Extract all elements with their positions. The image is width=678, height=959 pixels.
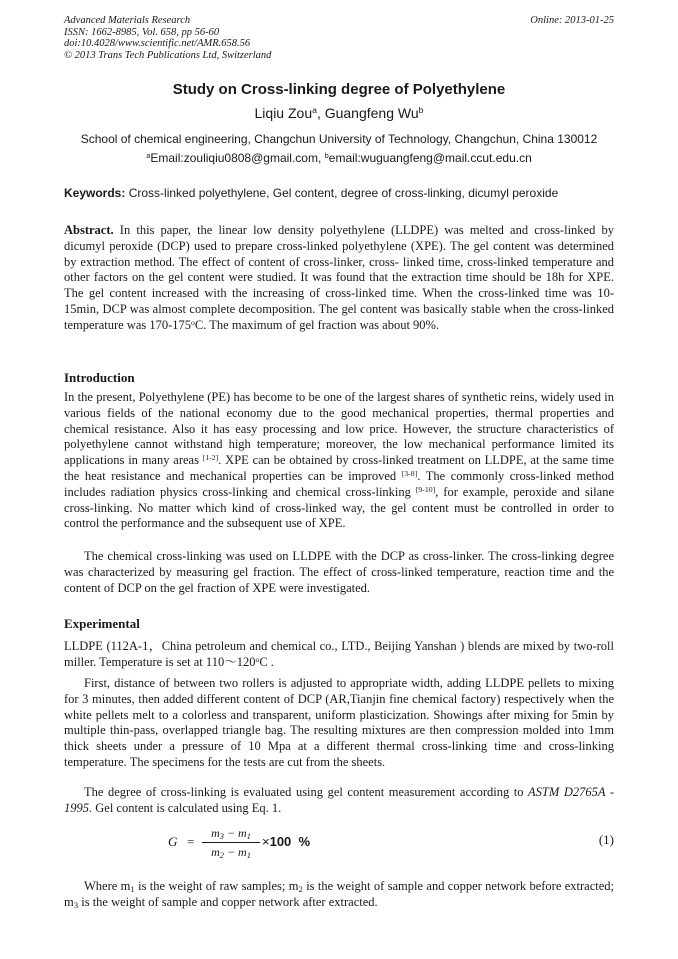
abstract bbox=[64, 223, 614, 334]
where-text-1: Where m bbox=[84, 879, 131, 893]
equation-1 bbox=[64, 824, 614, 868]
author-1-mark: a bbox=[312, 105, 317, 116]
introduction-paragraph-1 bbox=[64, 390, 614, 532]
paper-title: Study on Cross-linking degree of Polyethylene bbox=[172, 81, 506, 98]
eq-hundred: 100 bbox=[269, 834, 292, 849]
author-separator: , bbox=[316, 105, 325, 121]
eq-times: × bbox=[262, 834, 270, 849]
experimental-paragraph-3 bbox=[64, 785, 614, 817]
author-2-mark: b bbox=[418, 105, 424, 116]
introduction-heading: Introduction bbox=[64, 370, 135, 385]
where-paragraph bbox=[64, 879, 614, 911]
experimental-heading: Experimental bbox=[64, 616, 140, 631]
eq-num-m1-sub: 1 bbox=[246, 832, 251, 842]
introduction-paragraph-2: The chemical cross-linking was used on LLDPE with the DCP as cross-linker. The cross-linking degree was characterized by measuring gel fraction. The effect of cross-linked temperature, reaction time and the content of DCP on the gel fraction of XPE were investigated. bbox=[64, 549, 614, 595]
journal-name: Advanced Materials Research bbox=[64, 15, 191, 26]
email-b: email:wuguangfeng@mail.ccut.edu.cn bbox=[328, 151, 532, 165]
eq-fraction-bar bbox=[202, 842, 260, 843]
equation-number: (1) bbox=[598, 832, 614, 847]
intro-text-c: . The commonly cross-linked method includes radiation physics cross-linking and chemical cross-linking bbox=[64, 468, 614, 499]
author-1: Liqiu Zou bbox=[254, 105, 313, 121]
ref-3-8: [3-8] bbox=[401, 468, 418, 478]
where-text-2: is the weight of raw samples; m bbox=[134, 879, 299, 893]
copyright: © 2013 Trans Tech Publications Ltd, Switzerland bbox=[64, 49, 272, 61]
eq-equals: = bbox=[187, 834, 195, 849]
eq-lhs: G bbox=[168, 834, 178, 849]
keywords-label: Keywords: bbox=[64, 186, 126, 200]
email-a-mark: a bbox=[146, 150, 151, 160]
intro-text-b: . XPE can be obtained by cross-linked treatment on LLDPE, at the same time the heat resistance and mechanical properties can be improved bbox=[64, 453, 614, 483]
eq-multiplier bbox=[262, 834, 310, 849]
abstract-text-1: In this paper, the linear low density polyethylene (LLDPE) was melted and cross-linked by dicumyl peroxide (DCP) used to prepare cross-linked polyethylene (XPE). The gel content was determined by extraction method. The effect of content of cross-linker, cross- linked time, cross-linked temperature and other factors on the gel content were studied. It was found that the extraction time should be 18h for XPE. The gel content increased with the increasing of cross-linked time. When the cross-linked time was 10-15min, DCP was almost complete decomposition. The gel content was basically stable when the cross-linked temperature was 170-175 bbox=[64, 223, 614, 332]
eq-m2-sub: 2 bbox=[219, 851, 224, 861]
journal-header bbox=[64, 15, 271, 61]
abstract-text-2: C. The maximum of gel fraction was about 90%. bbox=[194, 317, 440, 332]
eq-fraction bbox=[202, 826, 260, 860]
eq-percent: % bbox=[298, 834, 311, 849]
email-a: Email:zouliqiu0808@gmail.com, bbox=[150, 151, 325, 165]
email-b-mark: b bbox=[324, 150, 329, 160]
keywords bbox=[64, 186, 614, 200]
author-2: Guangfeng Wu bbox=[324, 105, 419, 121]
eq-den-m1: m bbox=[238, 845, 247, 859]
eq-m3-sub: 3 bbox=[219, 832, 224, 842]
authors bbox=[0, 105, 678, 121]
keywords-text: Cross-linked polyethylene, Gel content, degree of cross-linking, dicumyl peroxide bbox=[125, 186, 559, 200]
intro-text-d: , for example, peroxide and silane cross-linking. No matter which kind of cross-linked way, the gel content must be controlled in order to control the performance and the subsequent use of XPE. bbox=[64, 484, 614, 531]
where-sub-2: 2 bbox=[298, 884, 303, 895]
exp-text-a: LLDPE (112A-1，China petroleum and chemical co., LTD., Beijing Yanshan ) blends are mixed by two-roll miller. Temperature is set at 110～120 bbox=[64, 639, 614, 669]
eq-numerator bbox=[202, 826, 260, 841]
experimental-paragraph-1 bbox=[64, 639, 614, 671]
where-sub-1: 1 bbox=[130, 884, 135, 895]
online-date: Online: 2013-01-25 bbox=[530, 15, 614, 26]
intro-text-a: In the present, Polyethylene (PE) has become to be one of the largest shares of synthetic reins, widely used in various fields of the national economy due to the good mechanical properties, thermal properties and chemical resistance. Also it has easy processing and low price. However, the structure characteristics of polyethylene cannot withstand high temperature; moreover, the low mechanical performance limited its applications in many areas bbox=[64, 390, 614, 468]
astm-standard: ASTM D2765A - 1995 bbox=[64, 785, 614, 815]
eq-denominator bbox=[202, 845, 260, 860]
exp-text-3b: . Gel content is calculated using Eq. 1. bbox=[89, 800, 282, 815]
eq-den-minus: − bbox=[223, 845, 239, 859]
eq-num-minus: − bbox=[223, 826, 239, 840]
doi: doi:10.4028/www.scientific.net/AMR.658.56 bbox=[64, 38, 251, 49]
exp-degree: o bbox=[255, 654, 260, 664]
experimental-paragraph-2: First, distance of between two rollers is adjusted to appropriate width, adding LLDPE pellets to mixing for 3 minutes, then added different content of DCP (AR,Tianjin fine chemical factory) respectively when the white pellets melt to a colorless and transparent, uniform plasticization. Showings after mixing for 5min by multiple thin-pass, overlapped triangle bag. The resulting mixtures are then compression molded into 1mm thick sheets under a pressure of 10 Mpa at a different thermal cross-linking time and cross-linking temperature. The specimens for the tests are cut from the sheets. bbox=[64, 676, 614, 769]
where-sub-3: 3 bbox=[73, 899, 79, 910]
abstract-label: Abstract. bbox=[64, 223, 114, 237]
where-text-4: is the weight of sample and copper network after extracted. bbox=[78, 894, 378, 909]
emails bbox=[0, 151, 678, 165]
issn: ISSN: 1662-8985, Vol. 658, pp 56-60 bbox=[64, 26, 220, 38]
exp-text-b: C . bbox=[259, 654, 274, 669]
eq-den-m1-sub: 1 bbox=[246, 851, 251, 861]
abstract-degree: o bbox=[191, 317, 195, 327]
eq-num-m1: m bbox=[238, 826, 247, 840]
where-text-3: is the weight of sample and copper network before extracted; m bbox=[64, 879, 615, 909]
eq-m2: m bbox=[211, 845, 220, 859]
affiliation: School of chemical engineering, Changchun University of Technology, Changchun, China 130012 bbox=[80, 132, 598, 146]
exp-text-3a: The degree of cross-linking is evaluated using gel content measurement according to bbox=[84, 785, 529, 799]
ref-9-10: [9-10] bbox=[415, 484, 436, 494]
ref-1-2: [1-2] bbox=[202, 452, 219, 462]
eq-m3: m bbox=[211, 826, 220, 840]
